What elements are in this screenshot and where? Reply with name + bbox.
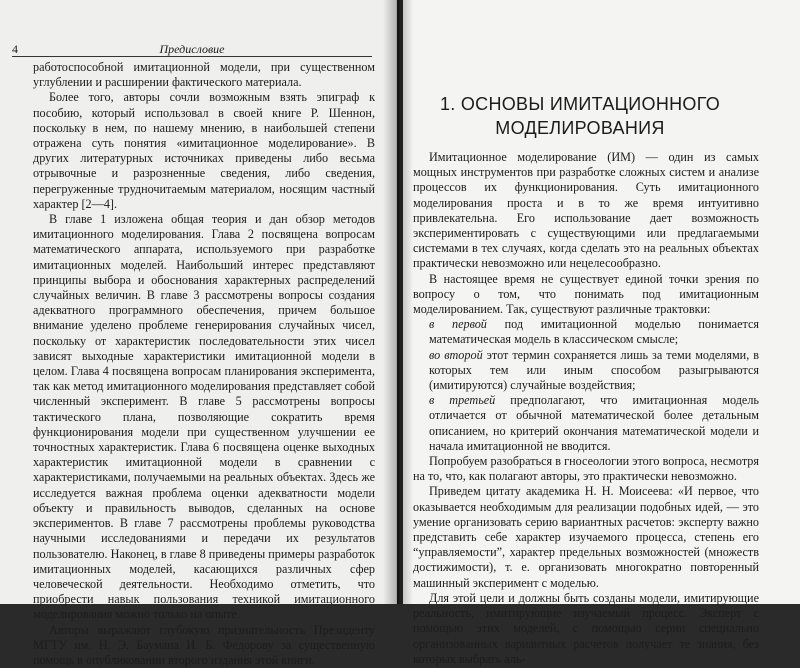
paragraph: Авторы выражают глубокую признательность Президенту МГТУ им. Н. Э. Баумана И. Б. Федорову за существенную помощь в опубликовании второго издания этой книги. bbox=[33, 622, 375, 667]
book-gutter bbox=[383, 0, 413, 604]
list-item-lead: в третьей bbox=[429, 393, 496, 408]
paragraph: В настоящее время не существует единой точки зрения по вопросу о том, что понимать под имитационным моделированием. Так, существуют различные трактовки: bbox=[413, 271, 759, 317]
paragraph: Имитационное моделирование (ИМ) — один из самых мощных инструментов при разработке сложных систем и анализе процессов их функционирования. Суть имитационного моделирования проста и в то же время интуитивно привлекательна. Его использование дает возможность экспериментировать с существующими или предлагаемыми системами в тех случаях, когда сделать это на реальных объектах практически невозможно или нецелесообразно. bbox=[413, 150, 759, 271]
paragraph: Приведем цитату академика Н. Н. Моисеева: «И первое, что оказывается необходимым для реализации подобных идей, — это умение организовать серию вариантных расчетов: эксперту важно представить себе характер изучаемого процесса, степень его “управляемости”, характер предельных возможностей (множеств достижимости), т. е. организовать многократно повторенный машинный эксперимент с моделью. bbox=[413, 484, 759, 590]
list-item-text: предполагают, что имитационная модель отличается от обычной математической более детальным описанием, но критерий окончания математической модели и начала имитационной не вводится. bbox=[429, 393, 759, 453]
list-item-lead: во второй bbox=[429, 347, 483, 362]
chapter-title-line: МОДЕЛИРОВАНИЯ bbox=[495, 118, 665, 138]
list-item-text: под имитационной моделью понимается математическая модель в классическом смысле; bbox=[429, 317, 759, 347]
chapter-title bbox=[410, 92, 750, 140]
paragraph: работоспособной имитационной модели, при существенном углублении и расширении фактического материала. bbox=[33, 60, 375, 90]
list-item bbox=[413, 393, 759, 454]
list-item bbox=[413, 317, 759, 347]
list-item-lead: в первой bbox=[429, 317, 487, 332]
chapter-title-line: 1. ОСНОВЫ ИМИТАЦИОННОГО bbox=[439, 94, 721, 114]
list-item-text: этот термин сохраняется лишь за теми моделями, в которых тем или иным способом разыгрываются (имитируются) случайные воздействия; bbox=[429, 347, 759, 393]
paragraph: Для этой цели и должны быть созданы модели, имитирующие реальность, имитирующие изучаемый процесс. Эксперт с помощью этих моделей, с помощью серии специально организованных вариантных расчетов получает те знания, без которых выбрать аль- bbox=[413, 590, 759, 666]
paragraph: Более того, авторы сочли возможным взять эпиграф к пособию, который использовал в своей книге Р. Шеннон, поскольку в нем, по нашему мнению, в наибольшей степени отражена суть понятия «имитационное моделирование». В других литературных источниках приведены либо весьма отрывочные и разрозненные сведения, либо сведения, перегруженные трудночитаемым материалом, носящим частный характер [2—4]. bbox=[33, 90, 375, 211]
paragraph: В главе 1 изложена общая теория и дан обзор методов имитационного моделирования. Глава 2 посвящена вопросам математического аппарата, используемого при разработке имитационных моделей. Наибольший интерес представляют принципы выбора и обоснования характерных распределений случайных величин. В главе 3 рассмотрены вопросы создания адекватного программного обеспечения, причем большое внимание уделено проблеме генерирования случайных чисел, поскольку от характеристик последовательности этих чисел зависят выходные характеристики имитационной модели в целом. Глава 4 посвящена вопросам планирования эксперимента, так как метод имитационного моделирования представляет собой численный эксперимент. В главе 5 рассмотрены вопросы тактического плана, позволяющие сократить время функционирования модели при существенном улучшении ее точностных характеристик. Глава 6 посвящена оценке выходных характеристик имитационной модели в сравнении с характеристиками, получаемыми на реальных объектах. Здесь же исследуется важная проблема оценки адекватности модели объекту и правильность выводов, сделанных на основе экспериментов. В главе 7 рассмотрены проблемы руководства научными исследованиями и передачи их результатов пользователю. Наконец, в главе 8 приведены примеры разработок имитационных моделей, касающихся различных сфер человеческой деятельности. Необходимо отметить, что приобрести навык пользования техникой имитационного моделирования можно только на опыте. bbox=[33, 212, 375, 622]
left-body-text bbox=[33, 60, 375, 668]
page-number: 4 bbox=[12, 42, 18, 56]
page-header bbox=[12, 42, 372, 57]
paragraph: Попробуем разобраться в гносеологии этого вопроса, несмотря на то, что, как полагают авторы, это практически невозможно. bbox=[413, 454, 759, 484]
right-body-text bbox=[413, 150, 759, 667]
running-title: Предисловие bbox=[159, 42, 225, 56]
list-item bbox=[413, 348, 759, 394]
